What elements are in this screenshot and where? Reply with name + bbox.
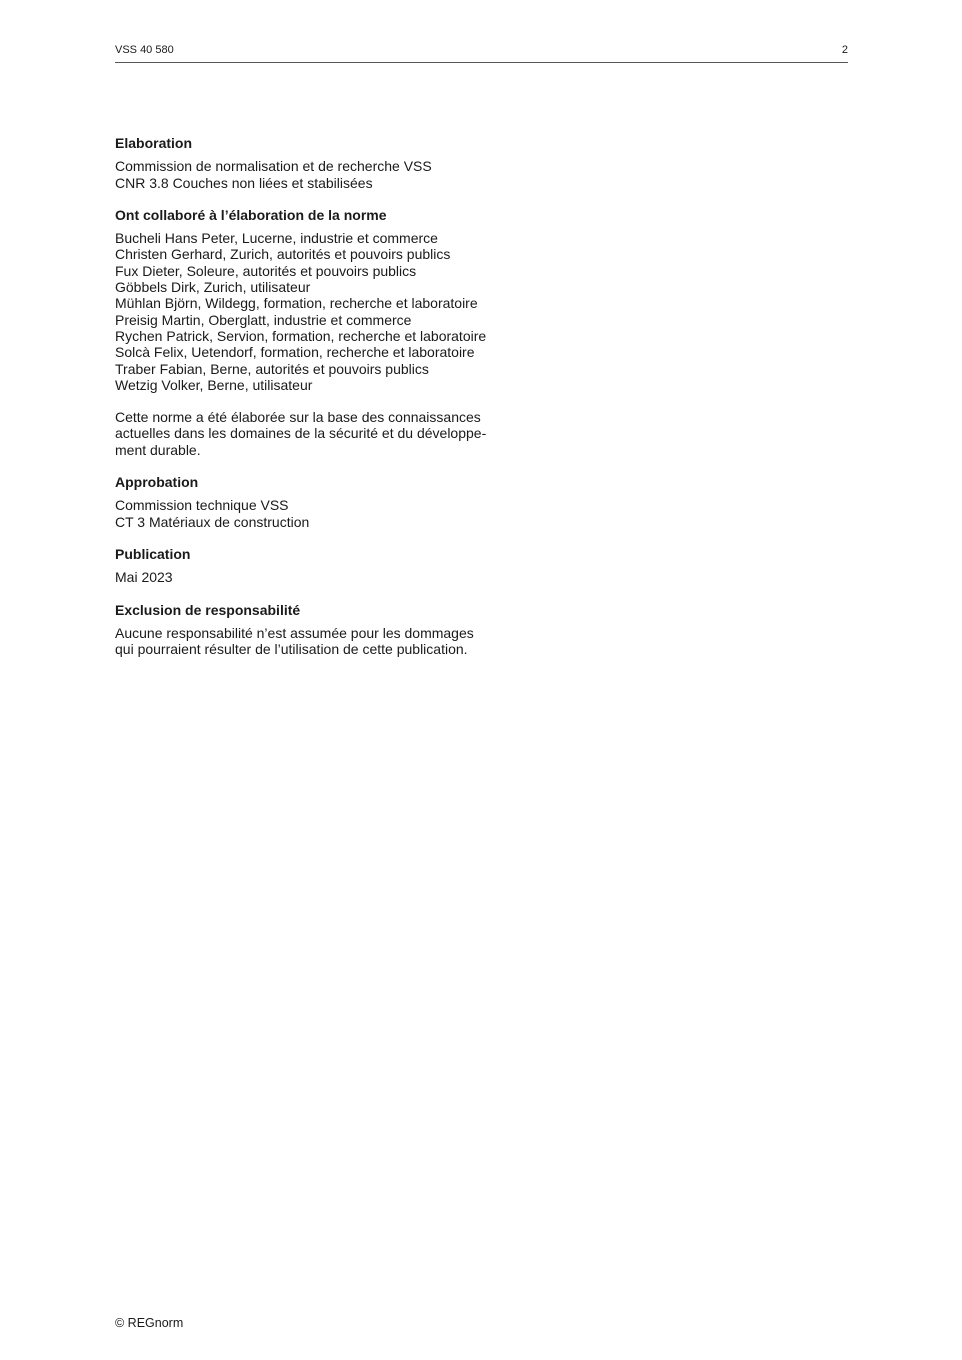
collaborator-line: Wetzig Volker, Berne, utilisateur xyxy=(115,376,313,393)
collaborator-line: Fux Dieter, Soleure, autorités et pouvoirs publics xyxy=(115,262,417,279)
approbation-heading: Approbation xyxy=(115,474,199,491)
norm-note-line: actuelles dans les domaines de la sécurité et du développe- xyxy=(115,425,487,442)
collaborator-line: Bucheli Hans Peter, Lucerne, industrie et commerce xyxy=(115,230,438,247)
elaboration-body xyxy=(115,158,535,191)
disclaimer-line: qui pourraient résulter de l’utilisation de cette publication. xyxy=(115,641,468,658)
elaboration-line: Commission de normalisation et de recherche VSS xyxy=(115,158,432,175)
main-content xyxy=(115,135,535,673)
collaborator-line: Traber Fabian, Berne, autorités et pouvoirs publics xyxy=(115,360,429,377)
approbation-line: CT 3 Matériaux de construction xyxy=(115,513,310,530)
approbation-line: Commission technique VSS xyxy=(115,497,289,514)
disclaimer-body xyxy=(115,625,535,658)
approbation-body xyxy=(115,497,535,530)
elaboration-heading: Elaboration xyxy=(115,135,193,151)
norm-note-line: Cette norme a été élaborée sur la base des connaissances xyxy=(115,409,481,426)
page-number: 2 xyxy=(841,44,848,56)
publication-heading: Publication xyxy=(115,545,191,562)
publication-date: Mai 2023 xyxy=(115,569,173,586)
collaborator-line: Solcà Felix, Uetendorf, formation, recherche et laboratoire xyxy=(115,344,475,361)
page-footer xyxy=(115,1316,183,1330)
collaborator-line: Preisig Martin, Oberglatt, industrie et commerce xyxy=(115,311,412,328)
elaboration-line: CNR 3.8 Couches non liées et stabilisées xyxy=(115,174,373,191)
page-header xyxy=(115,44,848,63)
disclaimer-heading: Exclusion de responsabilité xyxy=(115,601,301,618)
collaborators-heading: Ont collaboré à l’élaboration de la norme xyxy=(115,206,387,223)
publication-body xyxy=(115,569,535,585)
collaborator-line: Christen Gerhard, Zurich, autorités et pouvoirs publics xyxy=(115,246,451,263)
copyright-notice: © REGnorm xyxy=(115,1316,184,1330)
collaborators-body xyxy=(115,230,535,458)
document-id: VSS 40 580 xyxy=(115,44,174,56)
collaborator-line: Göbbels Dirk, Zurich, utilisateur xyxy=(115,279,311,296)
disclaimer-line: Aucune responsabilité n’est assumée pour les dommages xyxy=(115,624,474,641)
paragraph-spacer xyxy=(115,393,535,409)
norm-note-line: ment durable. xyxy=(115,441,201,458)
collaborator-line: Mühlan Björn, Wildegg, formation, recherche et laboratoire xyxy=(115,295,478,312)
collaborator-line: Rychen Patrick, Servion, formation, recherche et laboratoire xyxy=(115,327,487,344)
